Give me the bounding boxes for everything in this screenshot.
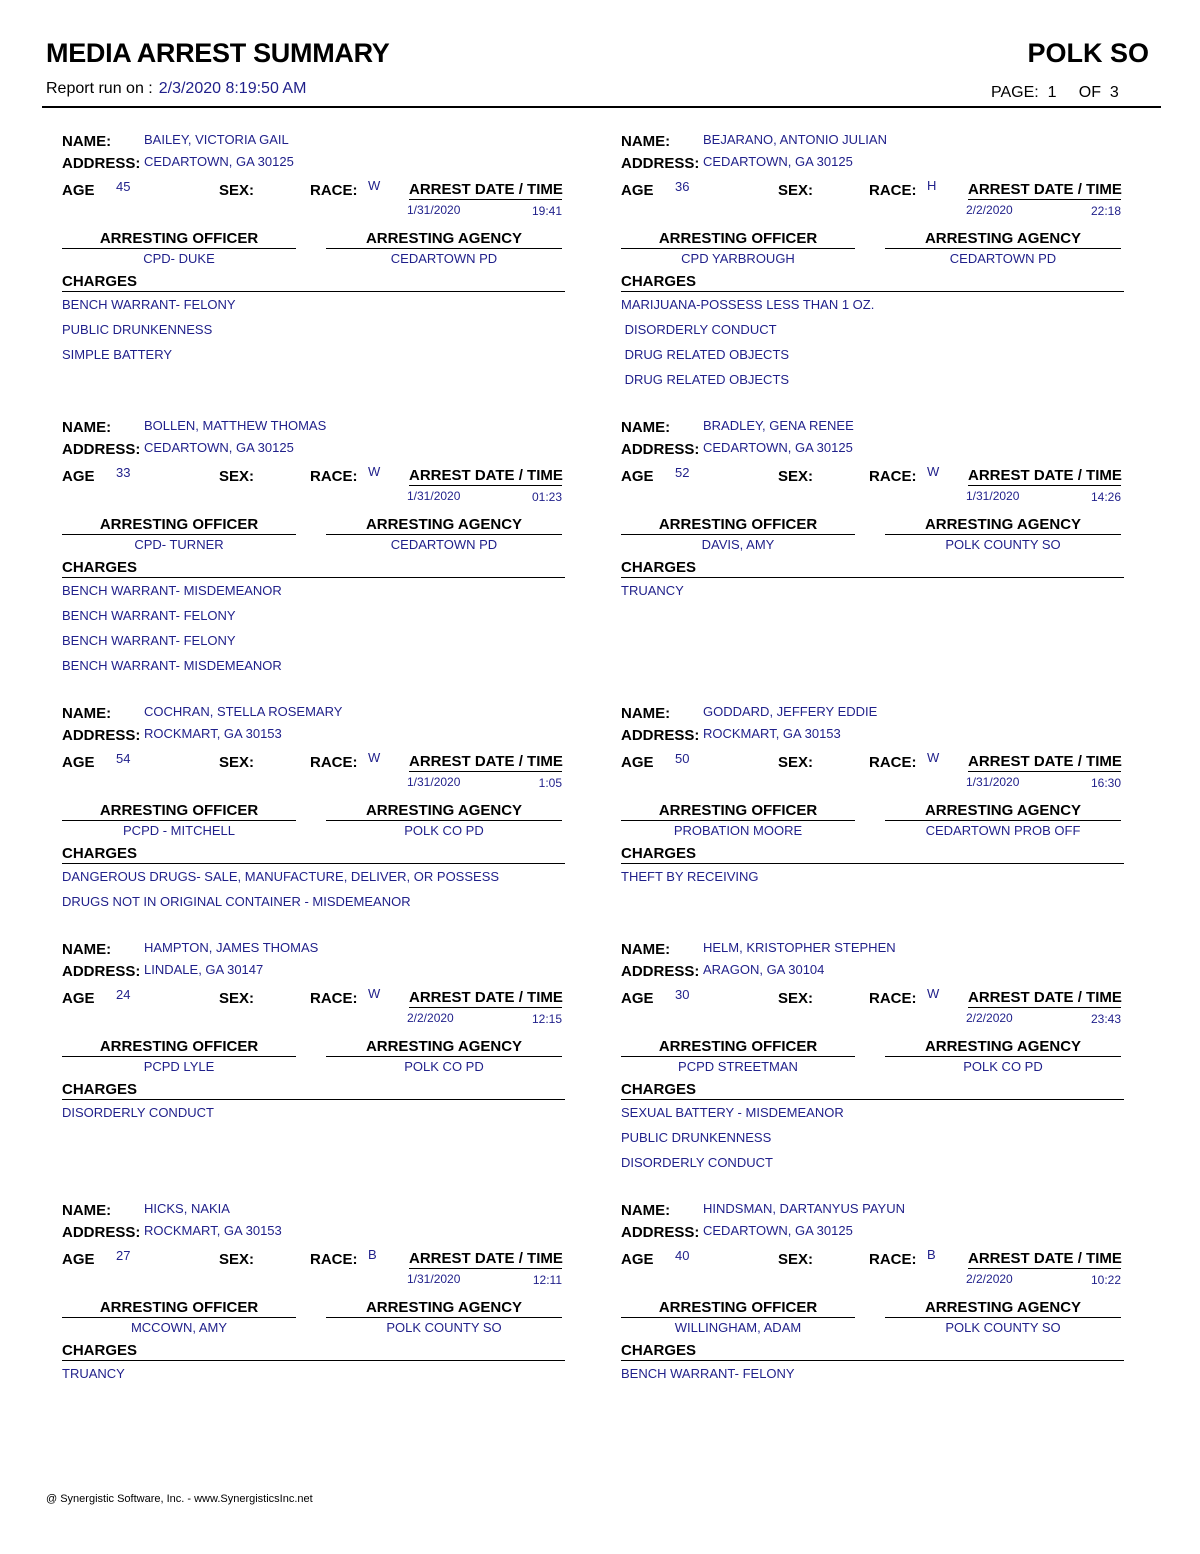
person-name: BAILEY, VICTORIA GAIL — [144, 132, 289, 147]
arrest-datetime-label: ARREST DATE / TIME — [968, 181, 1122, 198]
charge-item: MARIJUANA-POSSESS LESS THAN 1 OZ. — [621, 297, 875, 312]
address-label: ADDRESS: — [62, 963, 141, 980]
arresting-agency-label: ARRESTING AGENCY — [885, 516, 1121, 535]
arresting-agency-label: ARRESTING AGENCY — [326, 516, 562, 535]
charge-item: SIMPLE BATTERY — [62, 347, 173, 362]
person-race: W — [368, 986, 381, 1001]
charge-item: DRUGS NOT IN ORIGINAL CONTAINER - MISDEMEANOR — [62, 894, 411, 909]
arresting-agency: POLK CO PD — [404, 823, 484, 838]
age-label: AGE — [62, 182, 95, 199]
charge-item: PUBLIC DRUNKENNESS — [621, 1130, 772, 1145]
person-address: LINDALE, GA 30147 — [144, 962, 264, 977]
arrest-date: 2/2/2020 — [966, 1272, 1013, 1286]
charges-label: CHARGES — [621, 1081, 1124, 1100]
address-label: ADDRESS: — [621, 441, 700, 458]
arresting-officer-label: ARRESTING OFFICER — [621, 802, 855, 821]
arresting-agency: POLK COUNTY SO — [945, 1320, 1061, 1335]
arresting-agency-label: ARRESTING AGENCY — [326, 1038, 562, 1057]
arresting-agency: CEDARTOWN PROB OFF — [925, 823, 1081, 838]
page-number: 1 — [1047, 84, 1057, 101]
arresting-agency: POLK CO PD — [963, 1059, 1043, 1074]
arresting-officer-label: ARRESTING OFFICER — [62, 230, 296, 249]
arresting-officer-label: ARRESTING OFFICER — [621, 516, 855, 535]
sex-label: SEX: — [778, 468, 814, 485]
person-race: B — [368, 1247, 377, 1262]
header-rule — [42, 106, 1161, 108]
name-label: NAME: — [621, 133, 671, 150]
charges-label: CHARGES — [62, 1342, 565, 1361]
charges-list — [62, 583, 567, 683]
arrest-datetime-label: ARREST DATE / TIME — [968, 1250, 1122, 1267]
race-label: RACE: — [869, 990, 917, 1007]
arrest-time: 1:05 — [538, 776, 562, 790]
person-name: HELM, KRISTOPHER STEPHEN — [703, 940, 896, 955]
age-label: AGE — [621, 468, 654, 485]
person-name: BRADLEY, GENA RENEE — [703, 418, 854, 433]
arresting-officer: CPD YARBROUGH — [681, 251, 795, 266]
sex-label: SEX: — [219, 182, 255, 199]
person-race: W — [368, 464, 381, 479]
of-label: OF — [1078, 84, 1101, 101]
charges-list — [62, 297, 567, 372]
arresting-agency-label: ARRESTING AGENCY — [326, 802, 562, 821]
charges-label: CHARGES — [621, 273, 1124, 292]
charges-label: CHARGES — [62, 845, 565, 864]
arrest-datetime-label: ARREST DATE / TIME — [968, 467, 1122, 484]
person-name: HINDSMAN, DARTANYUS PAYUN — [703, 1201, 906, 1216]
arresting-officer-label: ARRESTING OFFICER — [62, 1038, 296, 1057]
name-label: NAME: — [62, 1202, 112, 1219]
arrest-date: 1/31/2020 — [407, 775, 461, 789]
charges-list — [62, 1366, 567, 1391]
person-race: W — [927, 464, 940, 479]
arrest-time: 16:30 — [1090, 776, 1121, 790]
charges-list — [621, 297, 1126, 397]
person-address: ROCKMART, GA 30153 — [144, 1223, 282, 1238]
arresting-officer: PCPD - MITCHELL — [123, 823, 235, 838]
arresting-officer: DAVIS, AMY — [701, 537, 775, 552]
arresting-officer: CPD- DUKE — [143, 251, 215, 266]
name-label: NAME: — [62, 419, 112, 436]
arrest-time: 12:15 — [531, 1012, 562, 1026]
arrest-record — [621, 123, 1126, 393]
sex-label: SEX: — [219, 754, 255, 771]
race-label: RACE: — [869, 182, 917, 199]
arrest-date: 2/2/2020 — [966, 1011, 1013, 1025]
arresting-officer: PCPD STREETMAN — [678, 1059, 798, 1074]
sex-label: SEX: — [778, 754, 814, 771]
report-title: MEDIA ARREST SUMMARY — [46, 38, 390, 68]
address-label: ADDRESS: — [62, 441, 141, 458]
report-run-line — [46, 80, 306, 98]
arresting-agency-label: ARRESTING AGENCY — [885, 1038, 1121, 1057]
arrest-record — [62, 931, 567, 1201]
race-label: RACE: — [869, 754, 917, 771]
arrest-date: 1/31/2020 — [407, 1272, 461, 1286]
race-label: RACE: — [310, 754, 358, 771]
arresting-agency: CEDARTOWN PD — [949, 251, 1057, 266]
arrest-date: 2/2/2020 — [966, 203, 1013, 217]
person-age: 30 — [675, 987, 690, 1002]
arresting-officer-label: ARRESTING OFFICER — [62, 802, 296, 821]
charge-item: BENCH WARRANT- FELONY — [62, 297, 236, 312]
name-label: NAME: — [62, 133, 112, 150]
arresting-officer-label: ARRESTING OFFICER — [621, 1038, 855, 1057]
arrest-record — [621, 1192, 1126, 1462]
person-age: 54 — [116, 751, 131, 766]
person-age: 33 — [116, 465, 131, 480]
arrest-date: 1/31/2020 — [966, 775, 1020, 789]
age-label: AGE — [62, 754, 95, 771]
person-age: 27 — [116, 1248, 131, 1263]
charge-item: BENCH WARRANT- MISDEMEANOR — [62, 583, 282, 598]
arresting-officer-label: ARRESTING OFFICER — [621, 1299, 855, 1318]
charges-list — [621, 869, 1126, 894]
person-address: ARAGON, GA 30104 — [703, 962, 825, 977]
person-name: COCHRAN, STELLA ROSEMARY — [144, 704, 343, 719]
charge-item: DISORDERLY CONDUCT — [62, 1105, 214, 1120]
arrest-datetime-label: ARREST DATE / TIME — [409, 753, 563, 770]
age-label: AGE — [621, 990, 654, 1007]
age-label: AGE — [62, 1251, 95, 1268]
arrest-record — [62, 123, 567, 393]
name-label: NAME: — [621, 705, 671, 722]
name-label: NAME: — [621, 941, 671, 958]
age-label: AGE — [621, 182, 654, 199]
person-age: 45 — [116, 179, 131, 194]
agency-name: POLK SO — [1027, 38, 1149, 68]
person-race: W — [927, 750, 940, 765]
address-label: ADDRESS: — [621, 963, 700, 980]
arrest-datetime-label: ARREST DATE / TIME — [409, 989, 563, 1006]
sex-label: SEX: — [778, 182, 814, 199]
footer-credit: @ Synergistic Software, Inc. - www.SynergisticsInc.net — [46, 1493, 313, 1505]
arresting-officer: PROBATION MOORE — [673, 823, 803, 838]
charges-label: CHARGES — [621, 1342, 1124, 1361]
arrest-datetime-label: ARREST DATE / TIME — [409, 181, 563, 198]
person-race: H — [927, 178, 937, 193]
arresting-officer-label: ARRESTING OFFICER — [62, 516, 296, 535]
arrest-datetime-label: ARREST DATE / TIME — [968, 989, 1122, 1006]
race-label: RACE: — [869, 468, 917, 485]
arresting-officer-label: ARRESTING OFFICER — [621, 230, 855, 249]
charge-item: PUBLIC DRUNKENNESS — [62, 322, 213, 337]
arresting-agency: POLK COUNTY SO — [386, 1320, 502, 1335]
charge-item: TRUANCY — [62, 1366, 125, 1381]
person-name: BOLLEN, MATTHEW THOMAS — [144, 418, 327, 433]
address-label: ADDRESS: — [62, 155, 141, 172]
arresting-officer: PCPD LYLE — [143, 1059, 215, 1074]
page-label: PAGE: — [991, 84, 1039, 101]
address-label: ADDRESS: — [621, 1224, 700, 1241]
charges-label: CHARGES — [621, 559, 1124, 578]
arrest-datetime-label: ARREST DATE / TIME — [968, 753, 1122, 770]
arresting-agency-label: ARRESTING AGENCY — [885, 1299, 1121, 1318]
age-label: AGE — [62, 468, 95, 485]
arresting-agency-label: ARRESTING AGENCY — [885, 802, 1121, 821]
charges-list — [62, 869, 567, 919]
sex-label: SEX: — [219, 1251, 255, 1268]
arresting-officer-label: ARRESTING OFFICER — [62, 1299, 296, 1318]
charges-label: CHARGES — [621, 845, 1124, 864]
race-label: RACE: — [310, 468, 358, 485]
arresting-agency-label: ARRESTING AGENCY — [326, 230, 562, 249]
arrest-record — [62, 409, 567, 679]
arrest-time: 19:41 — [531, 204, 562, 218]
arrest-record — [621, 695, 1126, 965]
sex-label: SEX: — [219, 990, 255, 1007]
charge-item: BENCH WARRANT- FELONY — [62, 633, 236, 648]
arresting-agency-label: ARRESTING AGENCY — [326, 1299, 562, 1318]
name-label: NAME: — [621, 419, 671, 436]
charges-list — [621, 1105, 1126, 1180]
arrest-datetime-label: ARREST DATE / TIME — [409, 467, 563, 484]
name-label: NAME: — [62, 705, 112, 722]
sex-label: SEX: — [219, 468, 255, 485]
charge-item: DISORDERLY CONDUCT — [621, 322, 777, 337]
person-race: W — [368, 750, 381, 765]
arresting-agency: CEDARTOWN PD — [390, 537, 498, 552]
page-total: 3 — [1109, 84, 1119, 101]
arresting-agency: CEDARTOWN PD — [390, 251, 498, 266]
person-race: W — [927, 986, 940, 1001]
race-label: RACE: — [869, 1251, 917, 1268]
arrest-time: 10:22 — [1090, 1273, 1121, 1287]
person-race: B — [927, 1247, 936, 1262]
arrest-record — [621, 409, 1126, 679]
name-label: NAME: — [62, 941, 112, 958]
address-label: ADDRESS: — [62, 727, 141, 744]
sex-label: SEX: — [778, 1251, 814, 1268]
arrest-date: 2/2/2020 — [407, 1011, 454, 1025]
charge-item: BENCH WARRANT- MISDEMEANOR — [62, 658, 282, 673]
address-label: ADDRESS: — [62, 1224, 141, 1241]
arrest-time: 23:43 — [1090, 1012, 1121, 1026]
charges-label: CHARGES — [62, 559, 565, 578]
arrest-time: 14:26 — [1090, 490, 1121, 504]
arresting-officer: CPD- TURNER — [134, 537, 224, 552]
arrest-date: 1/31/2020 — [966, 489, 1020, 503]
age-label: AGE — [62, 990, 95, 1007]
person-age: 36 — [675, 179, 690, 194]
charge-item: SEXUAL BATTERY - MISDEMEANOR — [621, 1105, 844, 1120]
arresting-agency: POLK CO PD — [404, 1059, 484, 1074]
charge-item: TRUANCY — [621, 583, 684, 598]
arresting-officer: MCCOWN, AMY — [130, 1320, 228, 1335]
person-address: CEDARTOWN, GA 30125 — [144, 440, 294, 455]
charge-item: BENCH WARRANT- FELONY — [621, 1366, 795, 1381]
person-age: 24 — [116, 987, 131, 1002]
charge-item: DISORDERLY CONDUCT — [621, 1155, 773, 1170]
arrest-record — [621, 931, 1126, 1201]
arrest-time: 12:11 — [532, 1273, 562, 1287]
person-address: ROCKMART, GA 30153 — [144, 726, 282, 741]
person-age: 40 — [675, 1248, 690, 1263]
race-label: RACE: — [310, 182, 358, 199]
charge-item: THEFT BY RECEIVING — [621, 869, 759, 884]
person-address: ROCKMART, GA 30153 — [703, 726, 841, 741]
arrest-time: 01:23 — [531, 490, 562, 504]
charge-item: DRUG RELATED OBJECTS — [621, 347, 790, 362]
arrest-time: 22:18 — [1090, 204, 1121, 218]
name-label: NAME: — [621, 1202, 671, 1219]
arrest-date: 1/31/2020 — [407, 489, 461, 503]
person-name: HAMPTON, JAMES THOMAS — [144, 940, 319, 955]
address-label: ADDRESS: — [621, 727, 700, 744]
person-address: CEDARTOWN, GA 30125 — [703, 1223, 853, 1238]
charge-item: BENCH WARRANT- FELONY — [62, 608, 236, 623]
person-name: BEJARANO, ANTONIO JULIAN — [703, 132, 887, 147]
report-run-label: Report run on : — [46, 80, 153, 97]
address-label: ADDRESS: — [621, 155, 700, 172]
person-address: CEDARTOWN, GA 30125 — [703, 154, 853, 169]
race-label: RACE: — [310, 1251, 358, 1268]
person-age: 50 — [675, 751, 690, 766]
report-run-value: 2/3/2020 8:19:50 AM — [158, 80, 307, 97]
charges-label: CHARGES — [62, 273, 565, 292]
charges-label: CHARGES — [62, 1081, 565, 1100]
charges-list — [62, 1105, 567, 1130]
arrest-date: 1/31/2020 — [407, 203, 461, 217]
person-address: CEDARTOWN, GA 30125 — [703, 440, 853, 455]
arresting-officer: WILLINGHAM, ADAM — [674, 1320, 802, 1335]
arrest-datetime-label: ARREST DATE / TIME — [409, 1250, 563, 1267]
person-address: CEDARTOWN, GA 30125 — [144, 154, 294, 169]
charge-item: DANGEROUS DRUGS- SALE, MANUFACTURE, DELIVER, OR POSSESS — [62, 869, 500, 884]
arrest-record — [62, 1192, 567, 1462]
age-label: AGE — [621, 1251, 654, 1268]
race-label: RACE: — [310, 990, 358, 1007]
sex-label: SEX: — [778, 990, 814, 1007]
person-name: GODDARD, JEFFERY EDDIE — [703, 704, 878, 719]
arresting-agency: POLK COUNTY SO — [945, 537, 1061, 552]
charge-item: DRUG RELATED OBJECTS — [621, 372, 790, 387]
page-indicator — [991, 84, 1119, 102]
person-name: HICKS, NAKIA — [144, 1201, 230, 1216]
person-race: W — [368, 178, 381, 193]
age-label: AGE — [621, 754, 654, 771]
charges-list — [621, 1366, 1126, 1391]
arresting-agency-label: ARRESTING AGENCY — [885, 230, 1121, 249]
charges-list — [621, 583, 1126, 608]
person-age: 52 — [675, 465, 690, 480]
arrest-record — [62, 695, 567, 965]
